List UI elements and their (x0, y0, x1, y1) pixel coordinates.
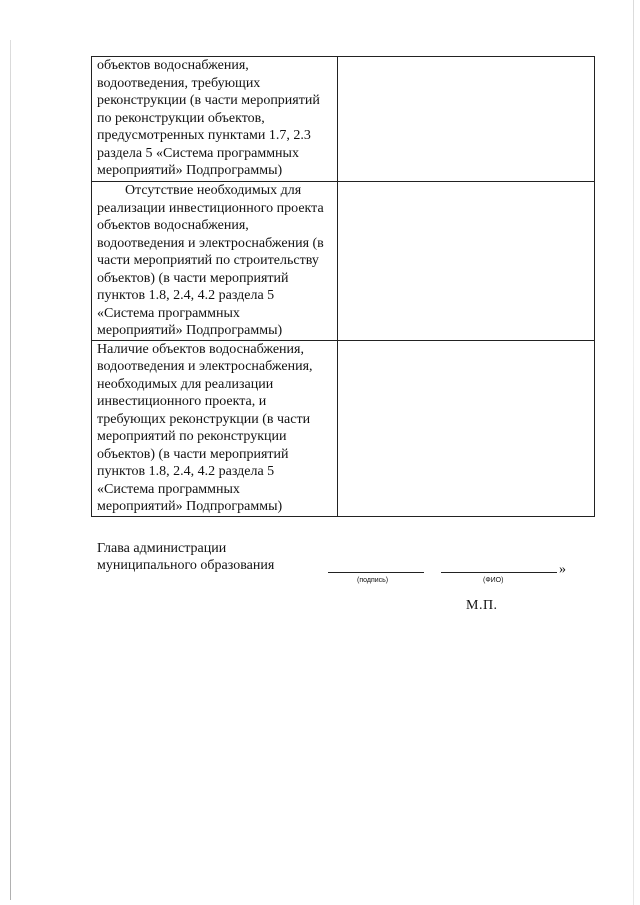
scan-edge-left (10, 40, 11, 900)
cell-line: мероприятий» Подпрограммы) (97, 499, 283, 514)
cell-line: предусмотренных пунктами 1.7, 2.3 (97, 128, 311, 143)
criteria-cell (92, 340, 338, 516)
cell-line: водоотведения и электроснабжения (в (97, 235, 324, 251)
closing-quote: » (559, 562, 566, 577)
signatory-title (97, 540, 274, 574)
cell-line: мероприятий по реконструкции (97, 429, 287, 444)
cell-line: Отсутствие необходимых для (125, 183, 302, 198)
cell-line: объектов) (в части мероприятий (97, 446, 289, 462)
signature-caption: (подпись) (357, 577, 389, 584)
cell-line: объектов) (в части мероприятий (97, 270, 289, 286)
cell-line: реализации инвестиционного проекта (97, 200, 324, 216)
cell-line: объектов водоснабжения, (97, 58, 249, 73)
table-row (92, 182, 595, 341)
cell-line: инвестиционного проекта, и (97, 394, 267, 409)
table-row (92, 57, 595, 182)
cell-line: по реконструкции объектов, (97, 110, 265, 126)
full-name-line (441, 572, 557, 573)
criteria-table (91, 56, 595, 517)
table-row (92, 340, 595, 516)
value-cell (338, 182, 595, 341)
cell-line: реконструкции (в части мероприятий (97, 93, 320, 108)
cell-line: водоотведения, требующих (97, 75, 261, 91)
criteria-cell (92, 57, 338, 182)
cell-line: Наличие объектов водоснабжения, (97, 341, 304, 357)
cell-line: «Система программных (97, 305, 240, 321)
cell-line: части мероприятий по строительству (97, 253, 319, 268)
cell-line: раздела 5 «Система программных (97, 145, 299, 161)
cell-line: мероприятий» Подпрограммы) (97, 163, 283, 178)
value-cell (338, 340, 595, 516)
value-cell (338, 57, 595, 182)
cell-line: пунктов 1.8, 2.4, 4.2 раздела 5 (97, 288, 275, 303)
full-name-caption: (ФИО) (483, 577, 504, 584)
cell-line: необходимых для реализации (97, 376, 274, 392)
scan-edge-right (633, 0, 634, 905)
signatory-title-line: Глава администрации (97, 541, 227, 556)
cell-line: водоотведения и электроснабжения, (97, 359, 313, 374)
cell-line: пунктов 1.8, 2.4, 4.2 раздела 5 (97, 464, 275, 479)
cell-line: мероприятий» Подпрограммы) (97, 323, 283, 338)
signatory-title-line: муниципального образования (97, 558, 275, 573)
cell-line: «Система программных (97, 481, 240, 497)
stamp-place-label: М.П. (466, 598, 498, 613)
criteria-cell (92, 182, 338, 341)
cell-line: объектов водоснабжения, (97, 218, 249, 233)
cell-line: требующих реконструкции (в части (97, 411, 311, 427)
signature-line (328, 572, 424, 573)
